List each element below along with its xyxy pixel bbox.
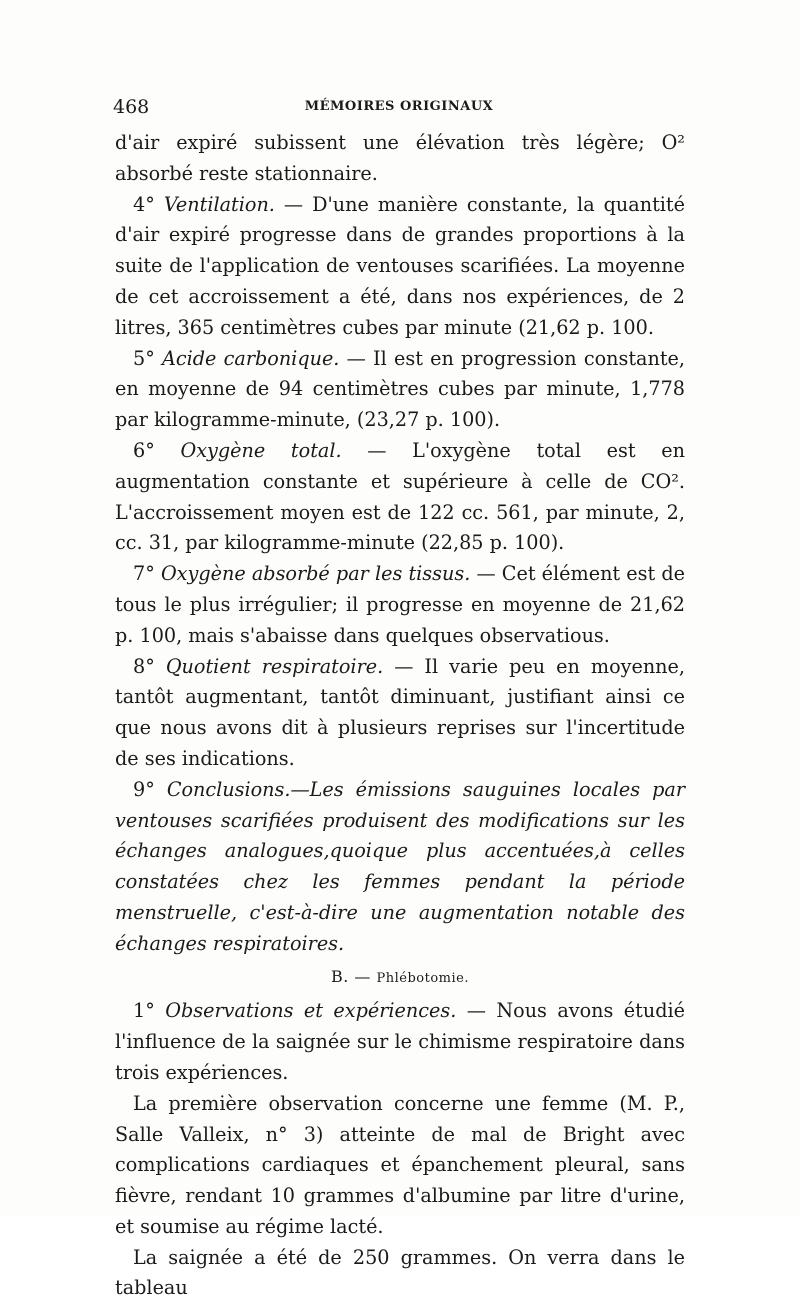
section-title: Phlébotomie. [376,970,469,986]
paragraph-premiere-observation: La première observation concerne une femme (M. P., Salle Valleix, n° 3) atteinte de mal de Bright avec complications cardiaques et épanchement pleural, sans fièvre, rendant 10 grammes d'albumine par litre d'urine, et soumise au régime lacté. [115,1091,685,1238]
paragraph-quotient-respiratoire [115,652,685,775]
item-text: — Cet élément est de tous le plus irrégulier; il progresse en moyenne de 21,62 p. 100, mais s'abaisse dans quelques observatious. [115,562,685,647]
body-text [115,128,685,1304]
item-title: Acide carbonique. [162,346,340,370]
item-text: — Il varie peu en moyenne, tantôt augmentant, tantôt diminuant, justifiant ainsi ce que nous avons dit à plusieurs reprises sur l'incertitude de ses indications. [115,654,685,770]
item-number: 4° [133,192,164,216]
paragraph-acide-carbonique [115,344,685,436]
item-number: 6° [133,438,181,462]
paragraph-conclusions [115,775,685,960]
paragraph-saignee: La saignée a été de 250 grammes. On verra dans le tableau [115,1245,685,1300]
item-text: — L'oxygène total est en augmentation constante et supérieure à celle de CO². L'accroissement moyen est de 122 cc. 561, par minute, 2, cc. 31, par kilogramme-minute (22,85 p. 100). [115,438,685,555]
item-title: Oxygène absorbé par les tissus. [160,562,471,586]
item-number: 1° [133,999,166,1023]
paragraph-observations [115,996,685,1088]
page-number: 468 [113,96,150,118]
item-number: 5° [133,346,163,370]
item-text: —Les émissions sauguines locales par ventouses scarifiées produisent des modifications sur les échanges analogues,quoique plus accentuées,à celles constatées chez les femmes pendant la période menstruelle, c'est-à-dire une augmentation notable des échanges respiratoires. [115,777,685,955]
item-number: 7° [133,562,161,586]
paragraph-oxygene-absorbe [115,559,685,651]
item-title: Ventilation. [163,192,275,216]
item-title: Observations et expériences. [165,999,457,1023]
item-title: Oxygène total. [180,438,342,462]
item-text: — Il est en progression constante, en moyenne de 94 centimètres cubes par minute, 1,778 par kilogramme-minute, (23,27 p. 100). [115,346,686,432]
item-number: 9° [133,777,167,801]
section-prefix: B. — [331,966,377,986]
paragraph-ventilation [115,190,685,344]
section-heading [115,962,685,995]
item-text: — Nous avons étudié l'influence de la saignée sur le chimisme respiratoire dans trois expériences. [115,999,685,1084]
page-header [113,96,685,122]
paragraph-oxygene-total [115,436,685,559]
paragraph-continuation: d'air expiré subissent une élévation très légère; O² absorbé reste stationnaire. [115,131,685,185]
item-title: Quotient respiratoire. [165,654,384,678]
item-number: 8° [133,654,166,678]
item-title: Conclusions. [166,777,291,801]
item-text: — D'une manière constante, la quantité d'air expiré progresse dans de grandes proportions à la suite de l'application de ventouses scarifiées. La moyenne de cet accroissement a été, dans nos expériences, de 2 litres, 365 centimètres cubes par minute (21,62 p. 100. [115,192,685,339]
running-head: MÉMOIRES ORIGINAUX [304,99,494,114]
